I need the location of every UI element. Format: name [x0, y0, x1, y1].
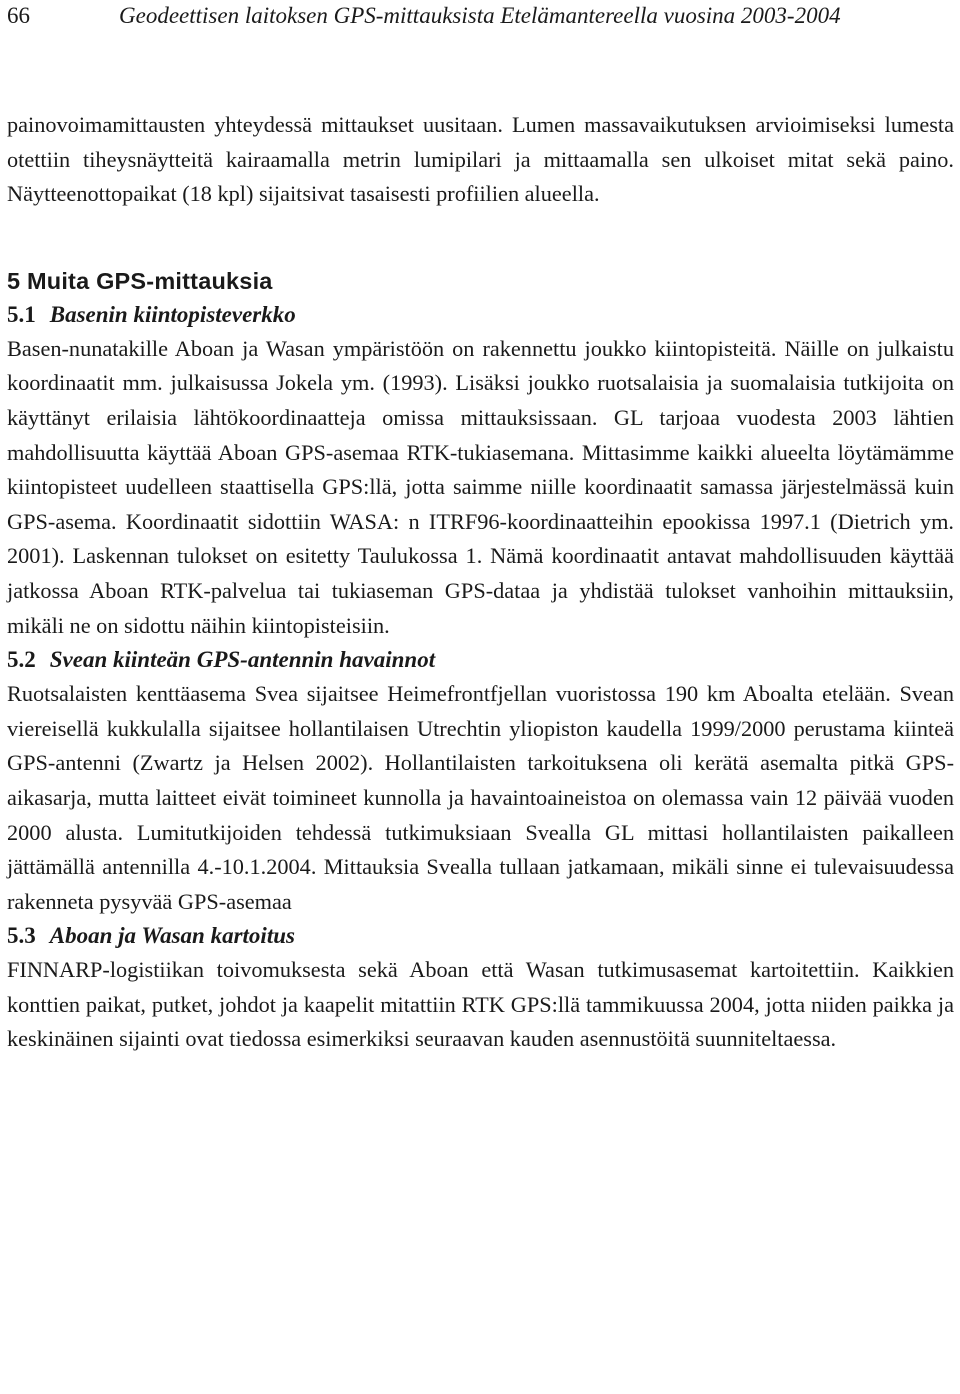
intro-paragraph: painovoimamittausten yhteydessä mittaukset uusitaan. Lumen massavaikutuksen arvioimiseksi lumesta otettiin tiheysnäytteitä kairaamalla metrin lumipilari ja mittaamalla sen ulkoiset mitat sekä paino. Näytteenottopaikat (18 kpl) sijaitsivat tasaisesti profiilien alueella.: [7, 112, 954, 207]
subsection-heading-5-2: [7, 643, 954, 677]
running-title: Geodeettisen laitoksen GPS-mittauksista Etelämantereella vuosina 2003-2004: [119, 3, 841, 28]
document-page: [7, 0, 954, 1057]
subsection-paragraph-5-3: FINNARP-logistiikan toivomuksesta sekä Aboan että Wasan tutkimusasemat kartoitettiin. Kaikkien konttien paikat, putket, johdot ja kaapelit mitattiin RTK GPS:llä tammikuussa 2004, jotta niiden paikka ja keskinäinen sijainti ovat tiedossa esimerkiksi seuraavan kauden asennustöitä suunniteltaessa.: [7, 957, 954, 1052]
subsection-number: 5.2: [7, 647, 36, 673]
page-number: 66: [7, 3, 30, 28]
subsection-number: 5.3: [7, 923, 36, 949]
subsection-paragraph-5-1: Basen-nunatakille Aboan ja Wasan ympäristöön on rakennettu joukko kiintopisteitä. Näille on julkaistu koordinaatit mm. julkaisussa Jokela ym. (1993). Lisäksi joukko ruotsalaisia ja suomalaisia tutkijoita on käyttänyt erilaisia lähtökoordinaatteja omissa mittauksissaan. GL tarjoaa vuodesta 2003 lähtien mahdollisuutta käyttää Aboan GPS-asemaa RTK-tukiasemana. Mittasimme kaikki alueelta löytämämme kiintopisteet uudelleen staattisella GPS:llä, jotta saimme niille koordinaatit samassa järjestelmässä kuin GPS-asema. Koordinaatit sidottiin WASA: n ITRF96-koordinaatteihin epookissa 1997.1 (Dietrich ym. 2001). Laskennan tulokset on esitetty Taulukossa 1. Nämä koordinaatit antavat mahdollisuuden käyttää jatkossa Aboan RTK-palvelua tai tukiaseman GPS-dataa ja yhdistää tulokset vanhoihin mittauksiin, mikäli ne on sidottu näihin kiintopisteisiin.: [7, 335, 954, 638]
subsection-title: Svean kiinteän GPS-antennin havainnot: [49, 647, 436, 673]
subsection-title: Basenin kiintopisteverkko: [49, 301, 296, 327]
subsection-heading-5-1: [7, 298, 954, 332]
subsection-title: Aboan ja Wasan kartoitus: [49, 923, 295, 949]
subsection-number: 5.1: [7, 301, 36, 327]
running-header: [7, 0, 954, 32]
subsection-heading-5-3: [7, 919, 954, 953]
subsection-paragraph-5-2: Ruotsalaisten kenttäasema Svea sijaitsee Heimefrontfjellan vuoristossa 190 km Aboalta etelään. Svean viereisellä kukkulalla sijaitsee hollantilaisen Utrechtin yliopiston kaudella 1999/2000 perustama kiinteä GPS-antenni (Zwartz ja Helsen 2002). Hollantilaisten tarkoituksena oli kerätä asemalta pitkä GPS-aikasarja, mutta laitteet eivät toimineet kunnolla ja havaintoaineistoa on olemassa vain 12 päivää vuoden 2000 alusta. Lumitutkijoiden tehdessä tutkimuksiaan Svealla GL mittasi hollantilaisten paikalleen jättämällä antennilla 4.-10.1.2004. Mittauksia Svealla tullaan jatkamaan, mikäli sinne ei tulevaisuudessa rakenneta pysyvää GPS-asemaa: [7, 681, 954, 914]
section-heading: 5 Muita GPS-mittauksia: [7, 267, 273, 294]
